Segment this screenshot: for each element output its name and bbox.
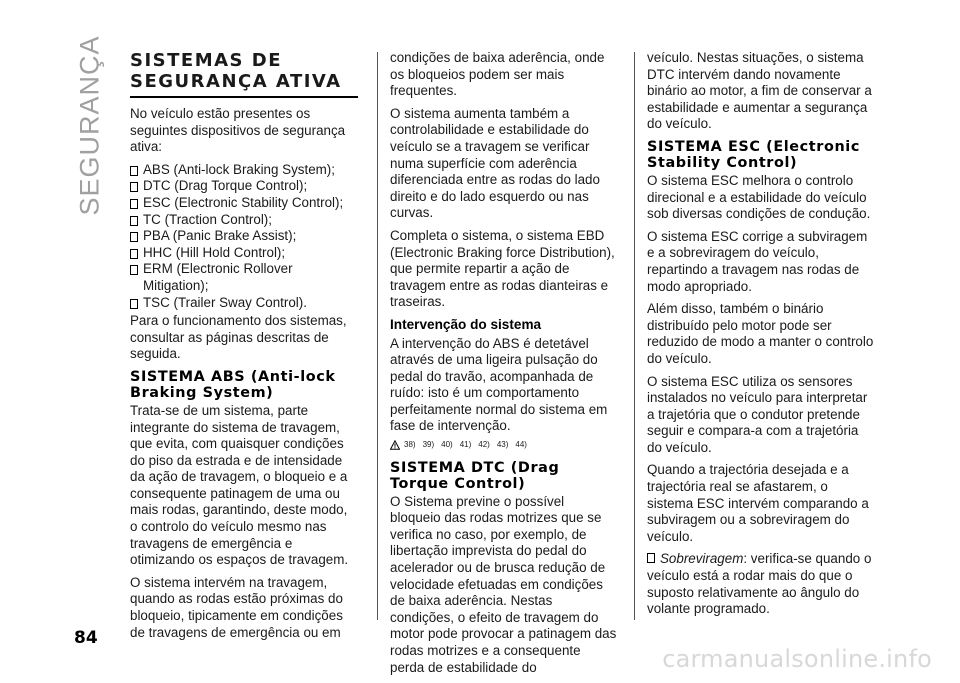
square-bullet-icon [130, 182, 138, 192]
page-number: 84 [74, 628, 98, 648]
list-item: ERM (Electronic Rollover Mitigation); [130, 261, 358, 294]
outro-paragraph: Para o funcionamento dos sistemas, consultar as páginas descritas de seguida. [130, 313, 347, 362]
body-paragraph: O sistema ESC corrige a subviragem e a sobreviragem do veículo, repartindo a travagem nas rodas de modo apropriado. [647, 228, 868, 294]
warning-triangle-icon [390, 440, 400, 450]
list-item: DTC (Drag Torque Control); [130, 178, 358, 195]
square-bullet-icon [130, 299, 138, 309]
esc-heading: SISTEMA ESC (Electronic Stability Control) [647, 138, 860, 171]
warning-ref: 43) [496, 440, 509, 450]
warning-ref: 44) [515, 440, 527, 450]
warning-ref: 41) [459, 440, 472, 450]
watermark: carmanualsonline.info [662, 645, 932, 673]
section-side-tab [72, 34, 108, 216]
body-paragraph: Completa o sistema, o sistema EBD (Electronic Braking force Distribution), que permite repartir a ação de travagem entre as rodas dianteiras e traseiras. [390, 227, 615, 310]
systems-list [130, 162, 358, 311]
list-item: TC (Traction Control); [130, 212, 358, 229]
abs-heading: SISTEMA ABS (Anti-lock Braking System) [130, 368, 336, 401]
body-paragraph: condições de baixa aderência, onde os bloqueios podem ser mais frequentes. [390, 50, 605, 99]
square-bullet-icon [130, 249, 138, 259]
square-bullet-icon [130, 199, 138, 209]
body-paragraph: Quando a trajectória desejada e a trajectória real se afastarem, o sistema ESC intervém comparando a subviragem ou a sobreviragem do veículo. [647, 462, 869, 544]
square-bullet-icon [130, 216, 138, 226]
list-item: TSC (Trailer Sway Control). [130, 295, 358, 312]
column-3 [647, 50, 875, 624]
body-paragraph: O sistema ESC melhora o controlo direcional e a estabilidade do veículo sob diversas condições de condução. [647, 172, 871, 222]
body-paragraph: O Sistema previne o possível bloqueio das rodas motrizes que se verifica no caso, por exemplo, de libertação imprevista do pedal do acelerador ou de brusca redução de velocidade efetuadas em condições de baixa aderência. Nestas condições, o efeito de travagem do motor pode provocar a patinagem das rodas motrizes e a consequente perda de estabilidade do [390, 493, 617, 675]
square-bullet-icon [647, 553, 655, 563]
body-paragraph: A intervenção do ABS é detetável através de uma ligeira pulsação do pedal do travão, acompanhada de ruído: isto é um comportamento perfeitamente normal do sistema em fase de intervenção. [390, 335, 608, 434]
body-paragraph: Além disso, também o binário distribuído pelo motor pode ser reduzido de modo a manter o controlo do veículo. [647, 301, 874, 366]
warning-ref: 40) [441, 440, 453, 450]
warning-ref: 42) [478, 440, 490, 450]
square-bullet-icon [130, 232, 138, 242]
warning-references [390, 437, 618, 454]
square-bullet-icon [130, 166, 138, 176]
intro-paragraph: No veículo estão presentes os seguintes dispositivos de segurança ativa: [130, 106, 346, 155]
oversteer-bullet [647, 551, 875, 617]
body-paragraph: O sistema ESC utiliza os sensores instalados no veículo para interpretar a trajetória que o condutor pretende seguir e compara-a com a trajetória do veículo. [647, 373, 868, 455]
section-side-tab-label: SEGURANÇA [74, 34, 105, 216]
list-item: ABS (Anti-lock Braking System); [130, 162, 358, 179]
oversteer-term: Sobreviragem [660, 551, 744, 567]
column-2 [390, 50, 618, 682]
warning-ref: 38) [404, 440, 416, 450]
dtc-heading: SISTEMA DTC (Drag Torque Control) [390, 459, 560, 492]
list-item: HHC (Hill Hold Control); [130, 245, 358, 262]
abs-paragraph: Trata-se de um sistema, parte integrante do sistema de travagem, que evita, com quaisquer condições do piso da estrada e de intensidade da ação de travagem, o bloqueio e a consequente patinagem de uma ou mais rodas, garantindo, deste modo, o controlo do veículo mesmo nas travagens de emergência e otimizando os espaços de travagem. [130, 402, 349, 568]
column-divider [377, 52, 378, 620]
oversteer-definition: : verifica-se quando o veículo está a rodar mais do que o suposto relativamente ao ângulo do volante programado. [647, 551, 872, 617]
body-paragraph: O sistema aumenta também a controlabilidade e estabilidade do veículo se a travagem se verificar numa superfície com aderência diferenciada entre as rodas do lado direito e do lado esquerdo ou nas curvas. [390, 105, 600, 221]
list-item: ESC (Electronic Stability Control); [130, 195, 358, 212]
warning-ref: 39) [422, 440, 435, 450]
page-title: SISTEMAS DE SEGURANÇA ATIVA [130, 50, 358, 98]
body-paragraph: veículo. Nestas situações, o sistema DTC intervém dando novamente binário ao motor, a fim de conservar a estabilidade e aumentar a segurança do veículo. [647, 50, 872, 132]
column-divider [634, 52, 635, 620]
abs-paragraph: O sistema intervém na travagem, quando as rodas estão próximas do bloqueio, tipicamente em condições de travagens de emergência ou em [130, 574, 343, 640]
square-bullet-icon [130, 265, 138, 275]
intervention-subheading: Intervenção do sistema [390, 316, 542, 332]
column-1 [130, 50, 358, 647]
list-item: PBA (Panic Brake Assist); [130, 228, 358, 245]
